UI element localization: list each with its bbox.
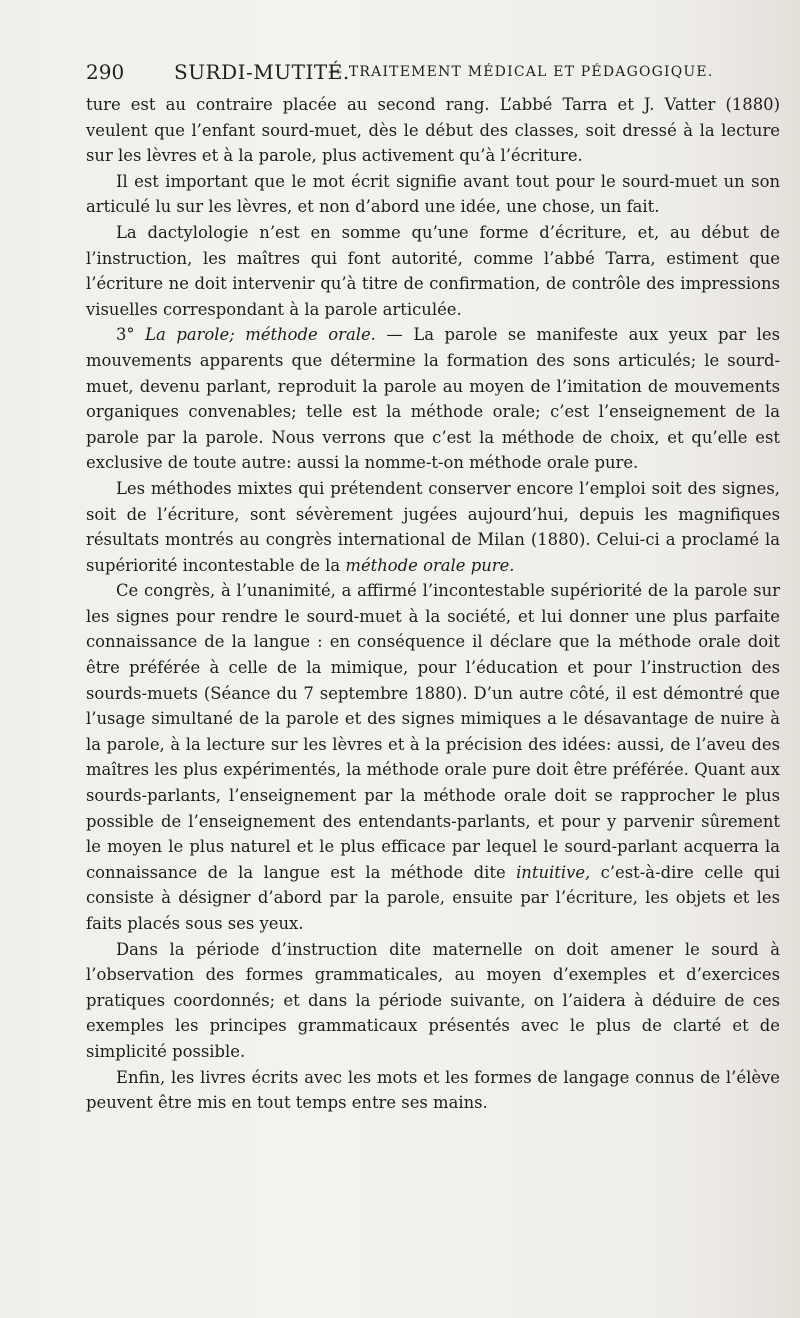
paragraph [86,220,780,322]
italic-text: La parole; méthode orale. [145,325,376,345]
running-title: SURDI-MUTITÉ. [174,60,350,84]
text-run: — La parole se manifeste aux yeux par les mouvements apparents que détermine la formation des sons articulés; le sourd-muet, devenu parlant, reproduit la parole au moyen de l’imitation de mouvements organiques convenables; telle est la méthode orale; c’est l’enseignement de la parole par la parole. Nous verrons que c’est la méthode de choix, et qu’elle est exclusive de toute autre: aussi la nomme-t-on méthode orale pure. [86,325,781,473]
paragraph [86,937,780,1065]
text-run: Ce congrès, à l’unanimité, a affirmé l’incontestable supériorité de la parole sur les signes pour rendre le sourd-muet à la société, et lui donner une plus parfaite connaissance de la langue : en conséquence il déclare que la méthode orale doit être préférée à celle de la mimique, pour l’éducation et pour l’instruction des sourds-muets (Séance du 7 septembre 1880). D’un autre côté, il est démontré que l’usage simultané de la parole et des signes mimiques a le désavantage de nuire à la parole, à la lecture sur les lèvres et à la précision des idées: aussi, de l’aveu des maîtres les plus expérimentés, la méthode orale pure doit être préférée. Quant aux sourds-parlants, l’enseignement par la méthode orale doit se rapprocher le plus possible de l’enseignement des entendants-parlants, et pour y parvenir sûrement le moyen le plus naturel et le plus efficace par lequel le sourd-parlant acquerra la connaissance de la langue est la méthode dite [86,581,780,882]
paragraph [86,1065,780,1116]
italic-text: intuitive, [516,862,591,882]
italic-text: méthode orale pure. [345,555,515,575]
text-run: Enfin, les livres écrits avec les mots et les formes de langage connus de l’élève peuvent être mis en tout temps entre ses mains. [86,1067,780,1113]
running-header [86,58,776,86]
paragraph [86,92,780,169]
text-run: Dans la période d’instruction dite maternelle on doit amener le sourd à l’observation des formes grammaticales, au moyen d’exemples et d’exercices pratiques coordonnés; et dans la période suivante, on l’aidera à déduire de ces exemples les principes grammaticaux présentés avec le plus de clarté et de simplicité possible. [86,939,780,1061]
text-run: c’est-à-dire celle qui consiste à désigner d’abord par la parole, ensuite par l’écriture, les objets et les faits placés sous ses yeux. [86,862,780,933]
paragraph [86,578,780,936]
text-run: Il est important que le mot écrit signifie avant tout pour le sourd-muet un son articulé lu sur les lèvres, et non d’abord une idée, une chose, un fait. [86,171,780,217]
body-text [86,92,780,1116]
text-run: ture est au contraire placée au second rang. L’abbé Tarra et J. Vatter (1880) veulent que l’enfant sourd-muet, dès le début des classes, soit dressé à la lecture sur les lèvres et à la parole, plus activement qu’à l’écriture. [86,95,780,166]
page-number: 290 [86,60,125,84]
text-run: Les méthodes mixtes qui prétendent conserver encore l’emploi soit des signes, soit de l’écriture, sont sévèrement jugées aujourd’hui, depuis les magnifiques résultats montrés au congrès international de Milan (1880). Celui-ci a proclamé la supériorité incontestable de la [86,478,780,575]
running-subtitle: — TRAITEMENT MÉDICAL ET PÉDAGOGIQUE. [328,64,714,80]
text-run: La dactylologie n’est en somme qu’une forme d’écriture, et, au début de l’instruction, les maîtres qui font autorité, comme l’abbé Tarra, estiment que l’écriture ne doit intervenir qu’à titre de confirmation, de contrôle des impressions visuelles correspondant à la parole articulée. [86,222,780,319]
paragraph [86,322,780,476]
text-run: 3° [116,325,146,345]
paragraph [86,476,780,578]
paragraph [86,169,780,220]
